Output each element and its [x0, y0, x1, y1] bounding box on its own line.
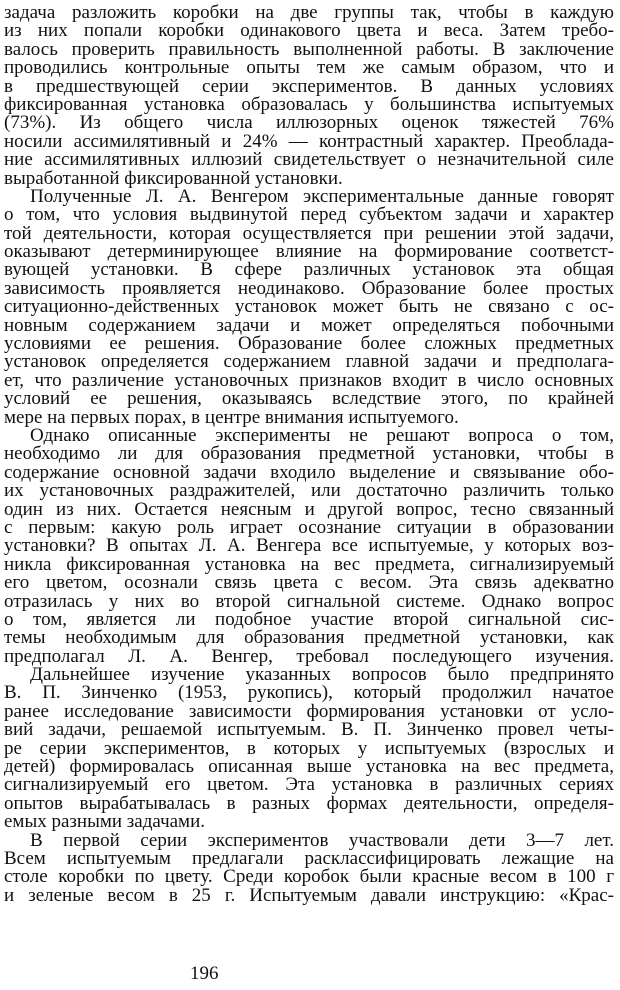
text-line: Дальнейшее изучение указанных вопросов было предпринято [30, 664, 614, 686]
text-line: емых разными задачами. [4, 811, 205, 833]
text-line: необходимо ли для образования предметной установки, чтобы в [4, 443, 614, 465]
text-line: содержание основной задачи входило выделение и связывание обо- [4, 461, 614, 483]
text-line: никла фиксированная установка на вес предмета, сигнализируемый [4, 553, 614, 575]
text-line: оказывают детерминирующее влияние на формирование соответст- [4, 241, 614, 263]
text-line: ет, что различение установочных признаков входит в число основных [4, 369, 614, 391]
paragraph [4, 4, 614, 188]
text-line: условиями ее решения. Образование более сложных предметных [4, 333, 614, 355]
text-line: с первым: какую роль играет осознание ситуации в образовании [4, 516, 614, 538]
text-line: детей) формировалась описанная выше установка на вес предмета, [4, 756, 614, 778]
text-line: Однако описанные эксперименты не решают вопроса о том, [30, 424, 614, 446]
text-line: опытов вырабатывалась в разных формах деятельности, определя- [4, 792, 614, 814]
text-line: ре серии экспериментов, в которых у испытуемых (взрослых и [4, 737, 614, 759]
text-line: Всем испытуемым предлагали расклассифицировать лежащие на [4, 847, 614, 869]
text-line: установок определяется содержанием главной задачи и предполага- [4, 351, 614, 373]
text-line: один из них. Остается неясным и другой вопрос, тесно связанный [4, 498, 614, 520]
text-line: предполагал Л. А. Венгер, требовал последующего изучения. [4, 645, 614, 667]
page-number: 196 [190, 963, 219, 984]
text-line: о том, что условия выдвинутой перед субъектом задачи и характер [4, 204, 614, 226]
paragraph [4, 666, 614, 832]
text-line: валось проверить правильность выполненной работы. В заключение [4, 38, 614, 60]
text-line: ситуационно-действенных установок может быть не связано с ос- [4, 296, 614, 318]
text-line: в предшествующей серии экспериментов. В данных условиях [4, 75, 614, 97]
text-line: зависимость проявляется неодинаково. Образование более простых [4, 277, 614, 299]
text-line: выработанной фиксированной установки. [4, 167, 343, 189]
text-line: темы необходимым для образования предметной установки, как [4, 627, 614, 649]
text-line: из них попали коробки одинакового цвета и веса. Затем требо- [4, 20, 614, 42]
text-line: столе коробки по цвету. Среди коробок были красные весом в 100 г [4, 866, 614, 888]
text-line: и зеленые весом в 25 г. Испытуемым давали инструкцию: «Крас- [4, 884, 614, 906]
text-line: их установочных раздражителей, или достаточно различить только [4, 480, 614, 502]
text-line: проводились контрольные опыты тем же самым образом, что и [4, 57, 614, 79]
text-line: мере на первых порах, в центре внимания испытуемого. [4, 406, 459, 428]
text-line: условий ее решения, оказываясь вследствие этого, по крайней [4, 388, 614, 410]
text-line: той деятельности, которая осуществляется при решении этой задачи, [4, 222, 614, 244]
text-line: носили ассимилятивный и 24% — контрастный характер. Преоблада- [4, 130, 614, 152]
text-line: о том, является ли подобное участие второй сигнальной сис- [4, 608, 614, 630]
text-line: его цветом, осознали связь цвета с весом. Эта связь адекватно [4, 572, 614, 594]
paragraph [4, 829, 614, 906]
text-line: В. П. Зинченко (1953, рукопись), который продолжил начатое [4, 682, 614, 704]
page-text [4, 4, 614, 905]
text-line: сигнализируемый его цветом. Эта установка в различных сериях [4, 774, 614, 796]
text-line: ранее исследование зависимости формирования установки от усло- [4, 700, 614, 722]
text-line: отразилась у них во второй сигнальной системе. Однако вопрос [4, 590, 614, 612]
text-line: Полученные Л. А. Венгером экспериментальные данные говорят [30, 185, 614, 207]
text-line: В первой серии экспериментов участвовали дети 3—7 лет. [30, 829, 614, 851]
text-line: ние ассимилятивных иллюзий свидетельствует о незначительной силе [4, 149, 614, 171]
text-line: фиксированная установка образовалась у большинства испытуемых [4, 93, 614, 115]
text-line: вующей установки. В сфере различных установок эта общая [4, 259, 614, 281]
text-line: вий задачи, решаемой испытуемым. В. П. Зинченко провел четы- [4, 719, 614, 741]
paragraph [4, 185, 614, 428]
paragraph [4, 424, 614, 667]
text-line: установки? В опытах Л. А. Венгера все испытуемые, у которых воз- [4, 535, 614, 557]
text-line: новным содержанием задачи и может определяться побочными [4, 314, 614, 336]
text-line: задача разложить коробки на две группы так, чтобы в каждую [4, 2, 614, 23]
text-line: (73%). Из общего числа иллюзорных оценок тяжестей 76% [4, 112, 614, 134]
